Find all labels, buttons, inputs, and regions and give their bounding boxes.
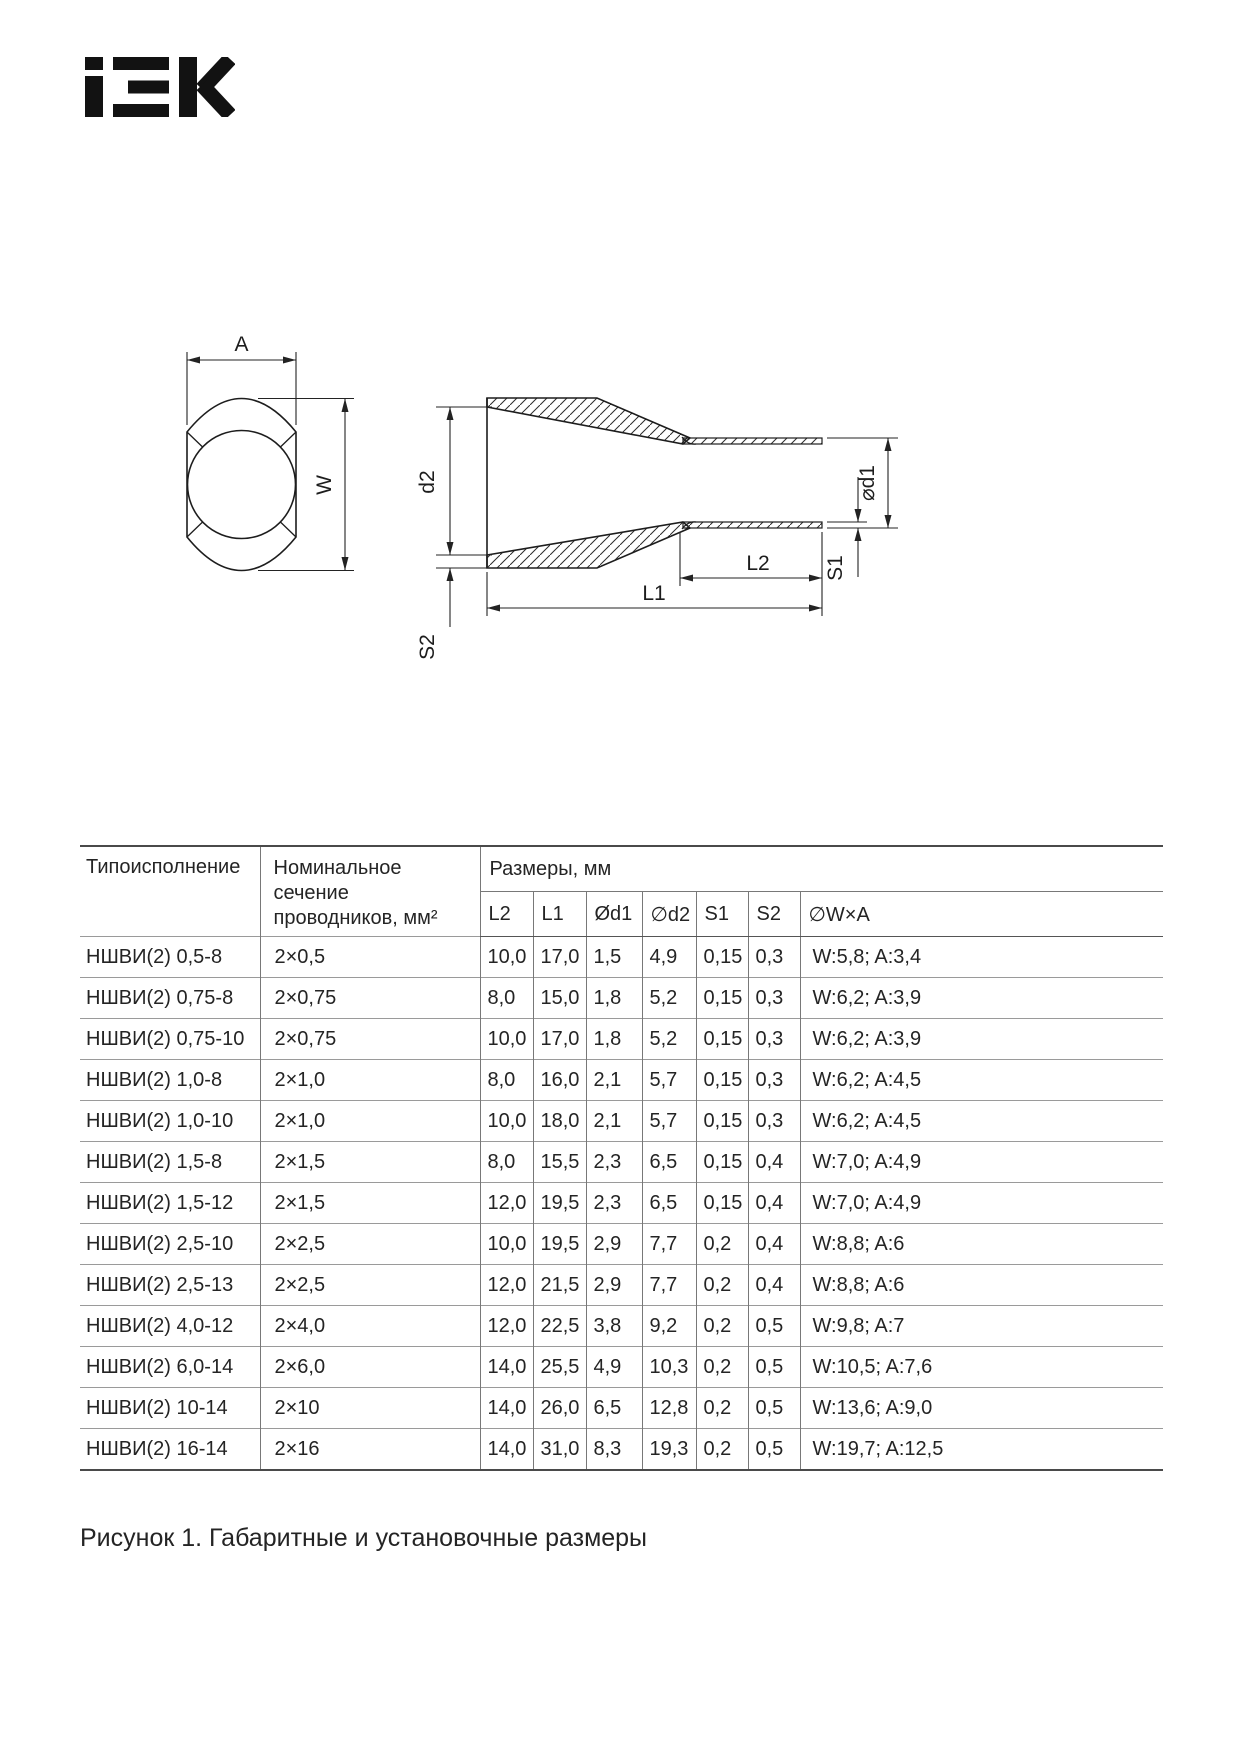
table-row: НШВИ(2) 10-14 2×10 14,0 26,0 6,5 12,8 0,2 0,5 W:13,6; A:9,0 — [80, 1388, 1163, 1429]
dim-label-d1: ⌀d1 — [856, 464, 879, 502]
subheader-l2: L2 — [480, 892, 533, 937]
figure-caption: Рисунок 1. Габаритные и установочные размеры — [80, 1524, 648, 1552]
table-row: НШВИ(2) 0,5-8 2×0,5 10,0 17,0 1,5 4,9 0,15 0,3 W:5,8; A:3,4 — [80, 937, 1163, 978]
subheader-s2: S2 — [748, 892, 800, 937]
table-row: НШВИ(2) 16-14 2×16 14,0 31,0 8,3 19,3 0,2 0,5 W:19,7; A:12,5 — [80, 1429, 1163, 1471]
front-view — [187, 399, 296, 571]
table-row: НШВИ(2) 4,0-12 2×4,0 12,0 22,5 3,8 9,2 0,2 0,5 W:9,8; A:7 — [80, 1306, 1163, 1347]
table-row: НШВИ(2) 2,5-13 2×2,5 12,0 21,5 2,9 7,7 0,2 0,4 W:8,8; A:6 — [80, 1265, 1163, 1306]
table-row: НШВИ(2) 2,5-10 2×2,5 10,0 19,5 2,9 7,7 0,2 0,4 W:8,8; A:6 — [80, 1224, 1163, 1265]
header-type: Типоисполнение — [86, 856, 241, 878]
dim-label-w: W — [313, 475, 336, 495]
side-view — [487, 398, 822, 568]
dim-label-s1: S1 — [824, 555, 847, 581]
dim-label-l2: L2 — [746, 552, 770, 575]
iek-logo — [85, 57, 235, 117]
dim-label-a: A — [234, 333, 249, 356]
table-row: НШВИ(2) 0,75-10 2×0,75 10,0 17,0 1,8 5,2 0,15 0,3 W:6,2; A:3,9 — [80, 1019, 1163, 1060]
dim-label-d2: d2 — [416, 470, 439, 494]
table-row: НШВИ(2) 1,0-8 2×1,0 8,0 16,0 2,1 5,7 0,15 0,3 W:6,2; A:4,5 — [80, 1060, 1163, 1101]
subheader-d2: ∅d2 — [642, 892, 696, 937]
dim-label-s2: S2 — [416, 634, 439, 660]
table-row: НШВИ(2) 0,75-8 2×0,75 8,0 15,0 1,8 5,2 0,15 0,3 W:6,2; A:3,9 — [80, 978, 1163, 1019]
dim-label-l1: L1 — [642, 582, 666, 605]
table-row: НШВИ(2) 1,5-8 2×1,5 8,0 15,5 2,3 6,5 0,15 0,4 W:7,0; A:4,9 — [80, 1142, 1163, 1183]
dimensions-table — [80, 845, 1163, 1471]
subheader-wa: ∅W×A — [800, 892, 1163, 937]
header-dimensions: Размеры, мм — [480, 846, 1163, 892]
header-section: Номинальное сечение проводников, мм² — [260, 846, 480, 937]
technical-drawing — [130, 325, 970, 665]
table-row: НШВИ(2) 6,0-14 2×6,0 14,0 25,5 4,9 10,3 0,2 0,5 W:10,5; A:7,6 — [80, 1347, 1163, 1388]
subheader-d1: Ød1 — [586, 892, 642, 937]
table-row: НШВИ(2) 1,0-10 2×1,0 10,0 18,0 2,1 5,7 0,15 0,3 W:6,2; A:4,5 — [80, 1101, 1163, 1142]
table-header-row — [80, 846, 1163, 892]
dimension-labels — [234, 333, 879, 660]
subheader-l1: L1 — [533, 892, 586, 937]
subheader-s1: S1 — [696, 892, 748, 937]
table-row: НШВИ(2) 1,5-12 2×1,5 12,0 19,5 2,3 6,5 0,15 0,4 W:7,0; A:4,9 — [80, 1183, 1163, 1224]
